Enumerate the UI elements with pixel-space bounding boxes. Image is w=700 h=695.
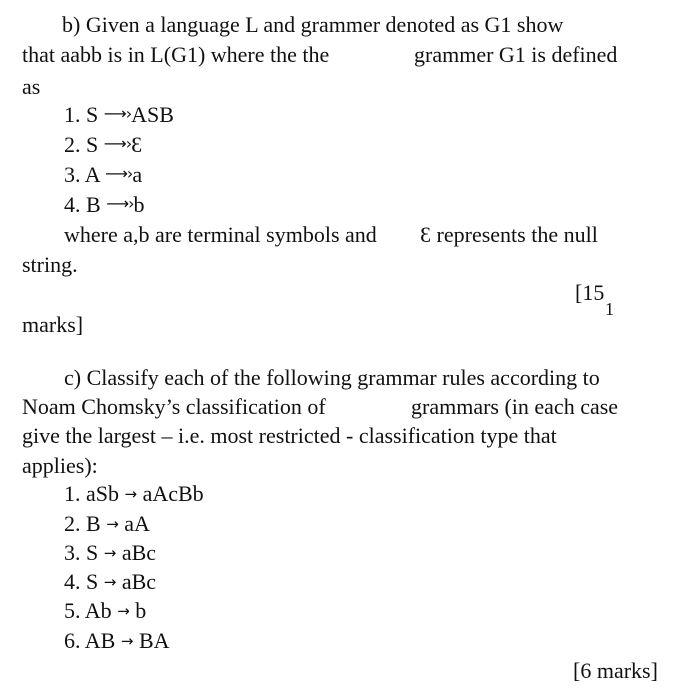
rule-number: 3.	[64, 540, 81, 565]
part-b-intro-line2b: grammer G1 is defined	[414, 42, 618, 67]
part-c-rule-1	[64, 483, 204, 505]
part-c-rule-6	[64, 630, 170, 652]
part-b-where-line1a: where a,b are terminal symbols and	[64, 222, 377, 247]
part-c-intro-line2a: Noam Chomsky’s classification of	[22, 394, 326, 419]
part-c-rule-2	[64, 513, 150, 535]
part-b-marks-subscript: 1	[605, 299, 614, 319]
part-b-rule-1	[64, 104, 174, 126]
arrow-icon: →	[124, 485, 138, 503]
part-c-rule-5	[64, 600, 146, 622]
part-b-where-line2: string.	[22, 252, 78, 277]
rule-lhs: Ab	[84, 598, 112, 623]
rule-number: 2.	[64, 132, 81, 157]
rule-number: 4.	[64, 569, 81, 594]
arrow-icon: →	[103, 544, 117, 562]
rule-lhs: A	[84, 162, 100, 187]
part-b-intro-line2a: that aabb is in L(G1) where the the	[22, 42, 330, 67]
rule-rhs: ASB	[131, 102, 174, 127]
rule-number: 4.	[64, 192, 81, 217]
rule-rhs: aBc	[121, 540, 157, 565]
rule-rhs: aAcBb	[142, 481, 204, 506]
arrow-icon: ⟶›	[103, 104, 132, 123]
arrow-icon: →	[103, 573, 117, 591]
part-b-rule-4	[64, 194, 145, 216]
rule-lhs: S	[86, 102, 99, 127]
rule-rhs: a	[132, 162, 143, 187]
rule-lhs: B	[86, 192, 101, 217]
part-c-rule-3	[64, 542, 156, 564]
arrow-icon: ⟶›	[106, 194, 134, 213]
arrow-icon: ⟶›	[104, 164, 133, 183]
rule-number: 3.	[64, 162, 81, 187]
part-c-intro-line2b: grammars (in each case	[411, 394, 619, 419]
rule-rhs: Ɛ	[131, 132, 143, 157]
rule-rhs: aA	[124, 511, 150, 536]
part-b-where-line1b: Ɛ represents the null	[420, 222, 598, 247]
rule-rhs: b	[133, 192, 145, 217]
part-b-rule-2	[64, 134, 142, 156]
rule-number: 5.	[64, 598, 81, 623]
rule-lhs: S	[86, 132, 99, 157]
rule-number: 6.	[64, 628, 81, 653]
rule-number: 1.	[64, 481, 81, 506]
part-b-marks-open: [15	[575, 280, 605, 305]
part-b-marks-close: marks]	[22, 312, 84, 337]
arrow-icon: ⟶›	[103, 134, 132, 153]
rule-number: 1.	[64, 102, 81, 127]
part-b-rule-3	[64, 164, 142, 186]
rule-lhs: aSb	[86, 481, 119, 506]
arrow-icon: →	[117, 602, 130, 620]
part-c-rule-4	[64, 571, 156, 593]
rule-rhs: BA	[138, 628, 170, 653]
rule-lhs: B	[86, 511, 101, 536]
part-c-marks: [6 marks]	[573, 658, 658, 683]
part-c-intro-line3: give the largest – i.e. most restricted - classification type that	[22, 423, 557, 448]
part-c-intro-line4: applies):	[22, 453, 98, 478]
rule-rhs: aBc	[121, 569, 157, 594]
rule-lhs: S	[86, 569, 99, 594]
rule-lhs: AB	[84, 628, 116, 653]
rule-rhs: b	[135, 598, 147, 623]
part-b-intro-line3: as	[22, 74, 41, 99]
rule-number: 2.	[64, 511, 81, 536]
arrow-icon: →	[106, 515, 119, 533]
part-c-intro-line1: c) Classify each of the following grammar rules according to	[64, 365, 600, 390]
part-b-intro-line1: b) Given a language L and grammer denoted as G1 show	[62, 12, 564, 37]
arrow-icon: →	[120, 632, 134, 650]
rule-lhs: S	[86, 540, 99, 565]
